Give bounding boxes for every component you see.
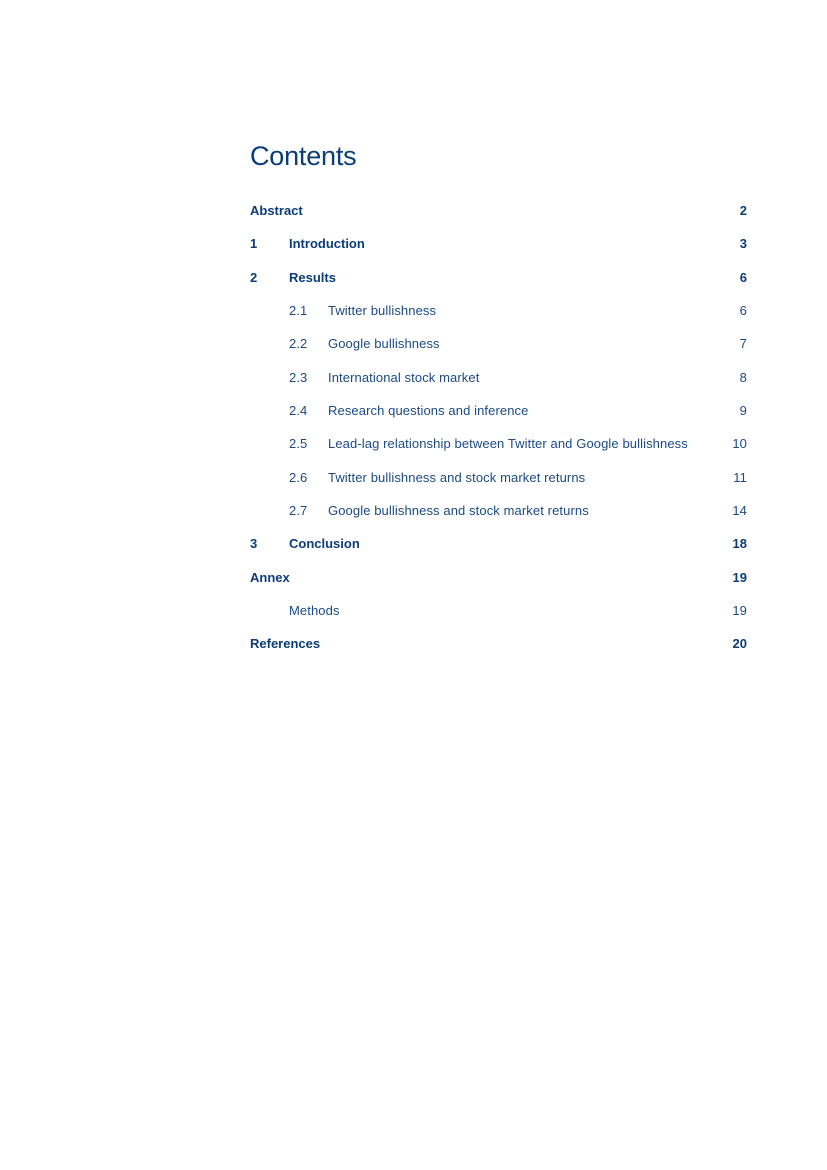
toc-entry-number: 2.1 [289,303,308,319]
toc-entry-international-stock-market[interactable] [250,368,747,401]
toc-entry-page: 20 [732,636,747,652]
toc-entry-results[interactable] [250,268,747,301]
toc-entry-page: 14 [732,503,747,519]
toc-entry-page: 2 [739,203,747,218]
toc-entry-text: Methods [289,603,340,619]
toc-entry-number: 2.7 [289,503,308,519]
toc-entry-conclusion[interactable] [250,534,747,567]
toc-entry-number: 2.3 [289,369,308,385]
toc-entry-number: 3 [250,536,258,552]
toc-entry-research-questions[interactable] [250,401,747,434]
toc-entry-text: Results [289,269,336,285]
toc-entry-text: Google bullishness and stock market returns [328,503,589,519]
toc-entry-page: 6 [739,303,747,319]
toc-entry-page: 6 [739,269,747,285]
toc-entry-google-stock-returns[interactable] [250,501,747,534]
toc-entry-methods[interactable] [250,601,747,634]
toc-entry-lead-lag-relationship[interactable] [250,434,747,467]
toc-entry-number: 2.4 [289,403,308,419]
toc-entry-google-bullishness[interactable] [250,334,747,367]
toc-entry-page: 19 [732,569,747,585]
toc-entry-page: 8 [739,369,747,385]
toc-entry-number: 2.6 [289,469,308,485]
toc-entry-number: 1 [250,236,258,252]
table-of-contents [250,138,747,668]
page-title: Contents [250,141,357,171]
toc-entry-text: Conclusion [289,536,360,552]
toc-entry-text: Twitter bullishness [328,303,437,319]
toc-entry-page: 9 [739,403,747,419]
toc-entry-number: 2.5 [289,436,308,452]
toc-entry-text: Lead-lag relationship between Twitter and Google bullishness [328,436,688,452]
toc-entry-twitter-bullishness[interactable] [250,301,747,334]
toc-entry-text: Google bullishness [328,336,440,352]
toc-entry-twitter-stock-returns[interactable] [250,468,747,501]
toc-entry-text: Twitter bullishness and stock market returns [328,469,586,485]
toc-entry-text: Research questions and inference [328,403,529,419]
toc-entry-abstract[interactable] [250,201,747,234]
toc-entry-text: Annex [250,569,290,585]
toc-entry-text: Abstract [250,203,303,218]
toc-entry-page: 18 [732,536,747,552]
toc-entry-references[interactable] [250,634,747,667]
toc-entry-page: 11 [733,469,747,485]
toc-entry-page: 7 [739,336,747,352]
toc-entry-page: 19 [732,603,747,619]
toc-entry-text: International stock market [328,369,480,385]
toc-entry-page: 10 [732,436,747,452]
toc-entry-text: References [250,636,321,652]
toc-entry-number: 2.2 [289,336,308,352]
toc-entry-number: 2 [250,269,258,285]
toc-list [250,201,747,668]
toc-entry-annex[interactable] [250,568,747,601]
toc-entry-introduction[interactable] [250,234,747,267]
toc-entry-page: 3 [739,236,747,252]
toc-entry-text: Introduction [289,236,365,252]
